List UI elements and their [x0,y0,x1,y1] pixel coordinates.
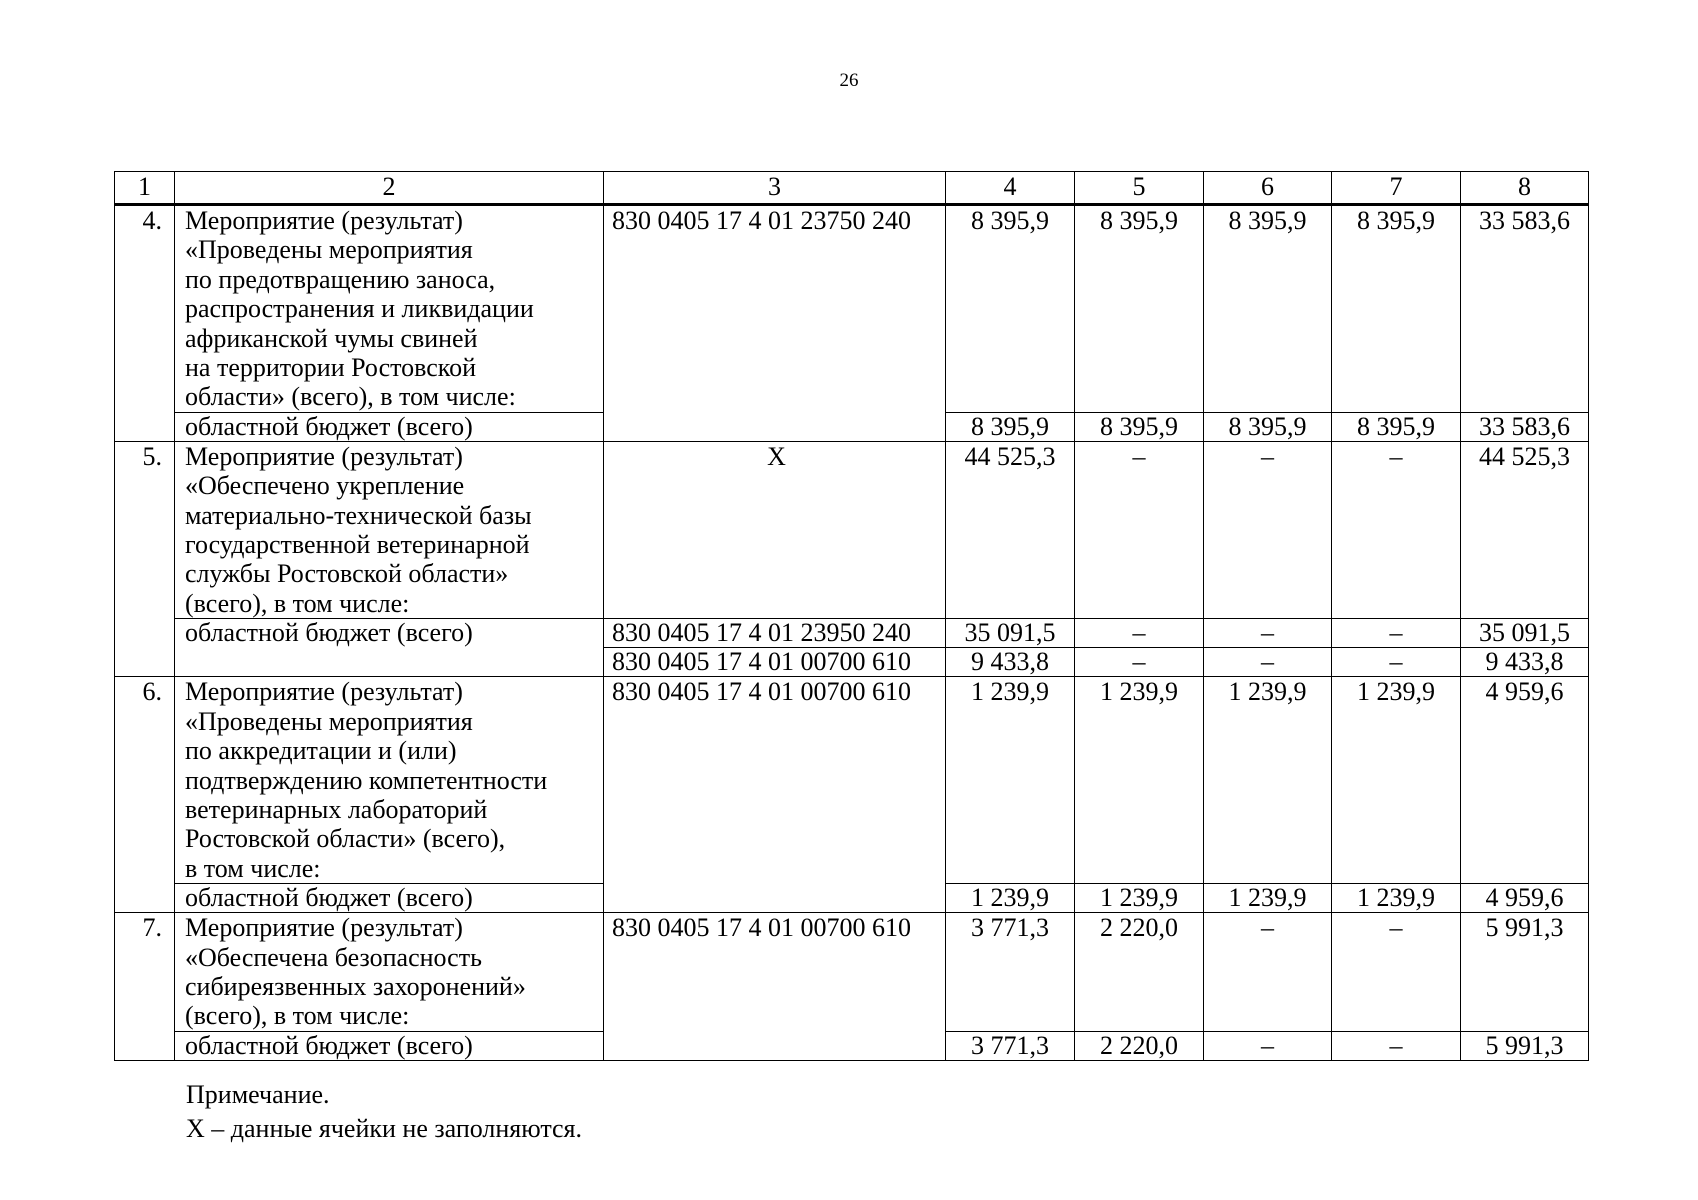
column-header: 4 [946,172,1075,205]
value-cell: 4 959,6 [1461,677,1589,884]
row-title-line: государственной ветеринарной [185,530,530,560]
budget-code: 830 0405 17 4 01 00700 610 [604,648,946,677]
row-title-line: Мероприятие (результат) [185,441,463,471]
value-cell: – [1204,648,1332,677]
value-cell: 44 525,3 [1461,441,1589,618]
row-title-line: Ростовской области» (всего), [185,824,506,854]
row-number: 7. [115,913,175,1061]
value-cell: – [1204,913,1332,1032]
footnote-text: X – данные ячейки не заполняются. [186,1114,583,1143]
value-cell: 1 239,9 [1075,884,1204,913]
column-header: 1 [115,172,175,205]
value-cell: 8 395,9 [1332,412,1461,441]
table-row [115,677,1589,884]
column-header: 5 [1075,172,1204,205]
subrow-label: областной бюджет (всего) [175,619,604,677]
budget-code: 830 0405 17 4 01 23950 240 [604,619,946,648]
page-number: 26 [839,70,859,91]
value-cell: – [1204,1031,1332,1060]
footnote-title: Примечание. [186,1080,330,1109]
value-cell: 8 395,9 [946,205,1075,413]
column-header: 6 [1204,172,1332,205]
value-cell: 8 395,9 [1075,205,1204,413]
value-cell: 1 239,9 [946,677,1075,884]
value-cell: 1 239,9 [1075,677,1204,884]
value-cell: 8 395,9 [1075,412,1204,441]
row-title-line: (всего), в том числе: [185,588,410,618]
value-cell: – [1204,441,1332,618]
row-title [175,441,604,618]
column-header: 7 [1332,172,1461,205]
budget-code: 830 0405 17 4 01 23750 240 [604,205,946,442]
value-cell: – [1332,648,1461,677]
row-number: 6. [115,677,175,913]
value-cell: 3 771,3 [946,913,1075,1032]
value-cell: – [1075,619,1204,648]
value-cell: 8 395,9 [946,412,1075,441]
row-title-line: Мероприятие (результат) [185,677,463,707]
row-title [175,205,604,413]
column-header: 8 [1461,172,1589,205]
row-title-line: африканской чумы свиней [185,323,478,353]
value-cell: 4 959,6 [1461,884,1589,913]
row-title [175,913,604,1032]
column-header: 2 [175,172,604,205]
budget-code: 830 0405 17 4 01 00700 610 [604,913,946,1061]
value-cell: 1 239,9 [1332,677,1461,884]
value-cell: 1 239,9 [1204,884,1332,913]
footnote [186,1078,582,1146]
row-title-line: по аккредитации и (или) [185,736,457,766]
table-row [115,205,1589,413]
value-cell: 5 991,3 [1461,913,1589,1032]
row-number: 5. [115,441,175,676]
value-cell: – [1204,619,1332,648]
subrow-label: областной бюджет (всего) [175,884,604,913]
row-title-line: по предотвращению заноса, [185,264,496,294]
value-cell: 8 395,9 [1204,205,1332,413]
value-cell: – [1332,1031,1461,1060]
value-cell: – [1332,441,1461,618]
row-title-line: «Обеспечено укрепление [185,471,465,501]
value-cell: 2 220,0 [1075,913,1204,1032]
value-cell: – [1332,913,1461,1032]
row-number: 4. [115,205,175,442]
value-cell: – [1075,441,1204,618]
column-header: 3 [604,172,946,205]
row-title-line: материально-технической базы [185,500,532,530]
value-cell: 35 091,5 [946,619,1075,648]
value-cell: 35 091,5 [1461,619,1589,648]
table-subrow [115,619,1589,648]
row-title [175,677,604,884]
row-title-line: «Обеспечена безопасность [185,942,482,972]
row-title-line: распространения и ликвидации [185,294,534,324]
subrow-label: областной бюджет (всего) [175,412,604,441]
value-cell: 44 525,3 [946,441,1075,618]
row-title-line: Мероприятие (результат) [185,206,463,235]
budget-code [604,441,946,618]
row-title-line: в том числе: [185,853,321,883]
row-title-line: (всего), в том числе: [185,1001,410,1031]
table-row [115,913,1589,1032]
value-cell: 8 395,9 [1204,412,1332,441]
table-header-row [115,172,1589,205]
value-cell: 3 771,3 [946,1031,1075,1060]
value-cell: 1 239,9 [1332,884,1461,913]
value-cell: 1 239,9 [946,884,1075,913]
row-title-line: службы Ростовской области» [185,559,509,589]
value-cell: 33 583,6 [1461,412,1589,441]
row-title-line: области» (всего), в том числе: [185,382,516,412]
value-cell: 33 583,6 [1461,205,1589,413]
budget-code: 830 0405 17 4 01 00700 610 [604,677,946,913]
value-cell: 2 220,0 [1075,1031,1204,1060]
value-cell: – [1075,648,1204,677]
row-title-line: Мероприятие (результат) [185,913,463,943]
row-title-line: «Проведены мероприятия [185,706,473,736]
value-cell: 9 433,8 [1461,648,1589,677]
value-cell: – [1332,619,1461,648]
row-title-line: подтверждению компетентности [185,765,548,795]
value-cell: 5 991,3 [1461,1031,1589,1060]
row-title-line: сибиреязвенных захоронений» [185,971,526,1001]
value-cell: 9 433,8 [946,648,1075,677]
row-title-line: на территории Ростовской [185,353,477,383]
row-title-line: ветеринарных лабораторий [185,794,488,824]
not-filled-mark: X [767,441,786,471]
subrow-label: областной бюджет (всего) [175,1031,604,1060]
budget-table [114,171,1589,1061]
table-row [115,441,1589,618]
value-cell: 1 239,9 [1204,677,1332,884]
value-cell: 8 395,9 [1332,205,1461,413]
row-title-line: «Проведены мероприятия [185,235,473,265]
